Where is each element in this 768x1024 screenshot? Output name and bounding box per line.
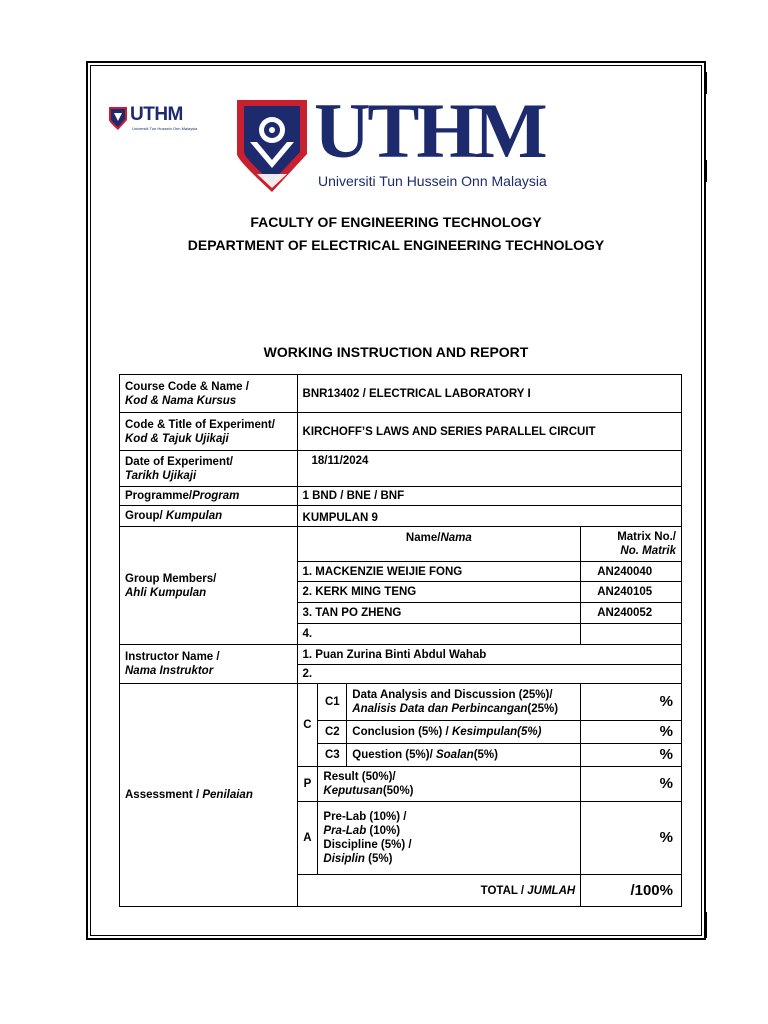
c2-description: Conclusion (5%) / Kesimpulan(5%)	[347, 721, 581, 744]
p-score: %	[581, 767, 682, 802]
large-logo-subtitle: Universiti Tun Hussein Onn Malaysia	[318, 173, 547, 189]
total-label: TOTAL / JUMLAH	[297, 875, 581, 907]
assessment-label: Assessment / Penilaian	[120, 684, 298, 907]
member-matrix: AN240040	[581, 562, 682, 582]
experiment-label: Code & Title of Experiment/ Kod & Tajuk Ujikaji	[120, 413, 298, 451]
p-description: Result (50%)/ Keputusan(50%)	[318, 767, 581, 802]
large-logo-text: UTHM	[314, 87, 545, 174]
date-value: 18/11/2024	[297, 451, 681, 487]
large-university-logo	[235, 87, 565, 198]
member-matrix: AN240052	[581, 603, 682, 624]
small-logo-text: UTHM	[130, 104, 183, 125]
small-university-logo	[108, 104, 203, 134]
instructor-name: 2.	[297, 665, 681, 684]
report-title: WORKING INSTRUCTION AND REPORT	[263, 344, 529, 360]
programme-row	[120, 487, 682, 506]
group-value: KUMPULAN 9	[297, 506, 681, 527]
psychomotor-domain-label: P	[297, 767, 318, 802]
member-matrix	[581, 624, 682, 645]
programme-label: Programme/Program	[120, 487, 298, 506]
matrix-column-header: Matrix No./ No. Matrik	[581, 527, 682, 562]
name-column-header: Name/Nama	[297, 527, 581, 562]
c1-code: C1	[318, 684, 347, 721]
group-row	[120, 506, 682, 527]
member-name: 2. KERK MING TENG	[297, 582, 581, 603]
a-score: %	[581, 802, 682, 875]
instructor-row	[120, 645, 682, 665]
small-crest-icon	[108, 106, 128, 130]
member-name: 4.	[297, 624, 581, 645]
c1-score: %	[581, 684, 682, 721]
instructor-name: 1. Puan Zurina Binti Abdul Wahab	[297, 645, 681, 665]
members-label: Group Members/ Ahli Kumpulan	[120, 527, 298, 645]
programme-value: 1 BND / BNE / BNF	[297, 487, 681, 506]
group-label: Group/ Kumpulan	[120, 506, 298, 527]
edge-mark	[704, 160, 707, 182]
member-name: 3. TAN PO ZHENG	[297, 603, 581, 624]
member-name: 1. MACKENZIE WEIJIE FONG	[297, 562, 581, 582]
experiment-value: KIRCHOFF’S LAWS AND SERIES PARALLEL CIRCUIT	[297, 413, 681, 451]
c1-description: Data Analysis and Discussion (25%)/ Analisis Data dan Perbincangan(25%)	[347, 684, 581, 721]
affective-domain-label: A	[297, 802, 318, 875]
edge-mark	[704, 72, 707, 94]
large-crest-icon	[235, 98, 309, 194]
edge-mark	[704, 912, 707, 938]
course-label: Course Code & Name / Kod & Nama Kursus	[120, 375, 298, 413]
assessment-c1-row	[120, 684, 682, 721]
course-value: BNR13402 / ELECTRICAL LABORATORY I	[297, 375, 681, 413]
total-value: /100%	[581, 875, 682, 907]
department-heading: DEPARTMENT OF ELECTRICAL ENGINEERING TECHNOLOGY	[187, 237, 605, 253]
members-header-row	[120, 527, 682, 562]
date-row	[120, 451, 682, 487]
date-label: Date of Experiment/ Tarikh Ujikaji	[120, 451, 298, 487]
c3-description: Question (5%)/ Soalan(5%)	[347, 744, 581, 767]
cognitive-domain-label: C	[297, 684, 318, 767]
experiment-row	[120, 413, 682, 451]
c3-code: C3	[318, 744, 347, 767]
c2-score: %	[581, 721, 682, 744]
c2-code: C2	[318, 721, 347, 744]
a-description: Pre-Lab (10%) / Pra-Lab (10%) Discipline (5%) / Disiplin (5%)	[318, 802, 581, 875]
small-logo-subtitle: Universiti Tun Hussein Onn Malaysia	[132, 126, 198, 131]
course-row	[120, 375, 682, 413]
report-cover-table	[119, 374, 682, 907]
instructor-label: Instructor Name / Nama Instruktor	[120, 645, 298, 684]
member-matrix: AN240105	[581, 582, 682, 603]
c3-score: %	[581, 744, 682, 767]
faculty-heading: FACULTY OF ENGINEERING TECHNOLOGY	[250, 214, 542, 230]
